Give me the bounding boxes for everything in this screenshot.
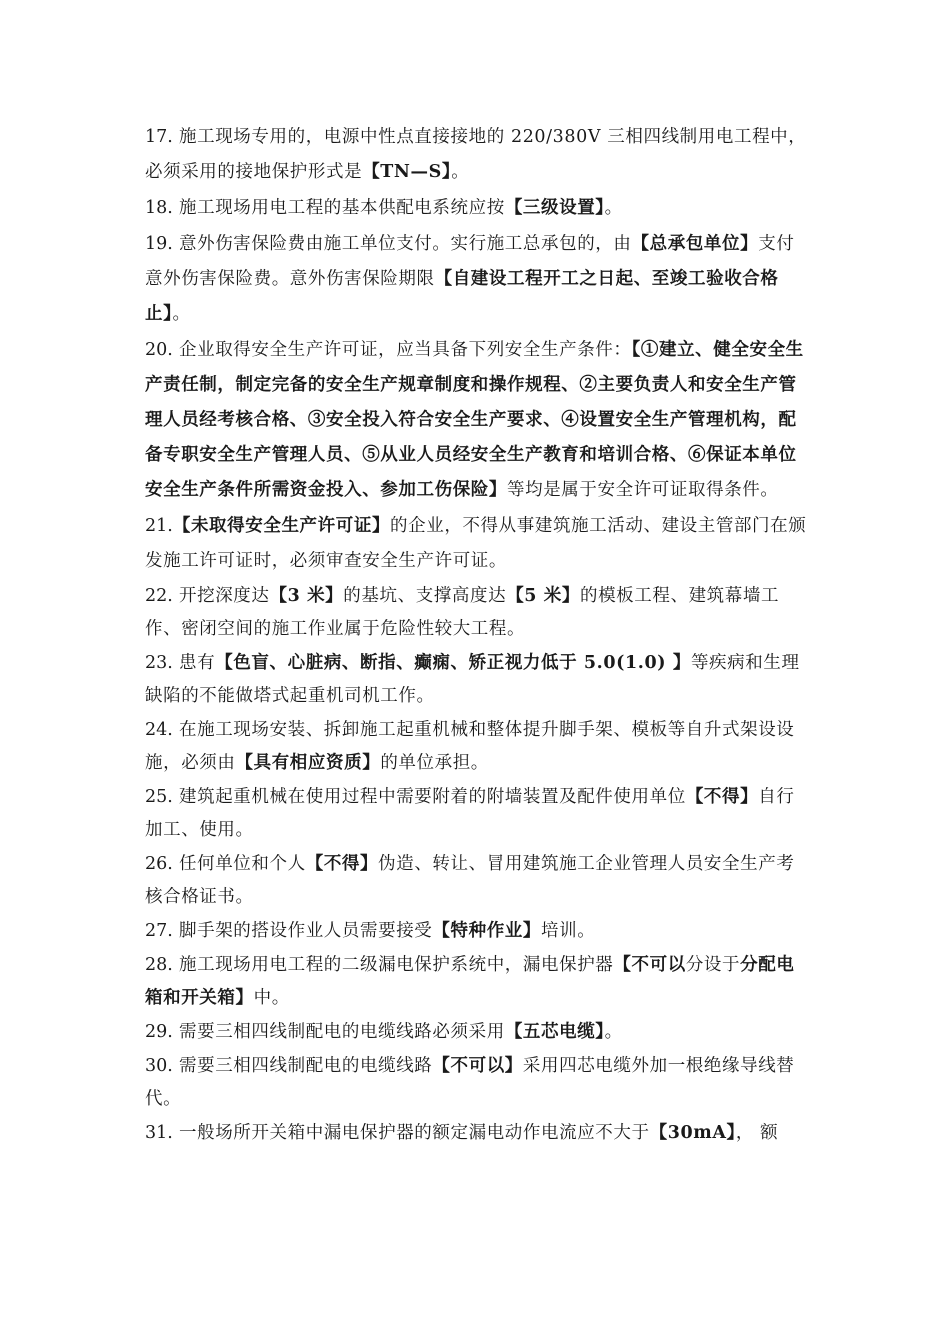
item-text: 建筑起重机械在使用过程中需要附着的附墙装置及配件使用单位 [172,787,686,807]
item-text: 企业取得安全生产许可证，应当具备下列安全生产条件： [172,340,632,360]
item-text: 脚手架的搭设作业人员需要接受 [172,921,433,941]
answer-highlight: 【不得】 [305,854,379,874]
list-item [145,1016,810,1049]
answer-highlight: 【五芯电缆】 [504,1022,605,1042]
item-text: 。 [172,304,191,324]
item-number: 24. [145,720,173,740]
list-item [145,647,810,713]
answer-highlight: 分配电箱和开关箱】 [145,955,795,1008]
list-item [145,227,810,332]
document-body [145,120,810,1151]
item-number: 31. [145,1123,173,1143]
item-number: 18. [145,198,173,218]
list-item [145,120,810,190]
item-text: 伪造、转让、冒用建筑施工企业管理人员安全生产考核合格证书。 [145,854,795,907]
item-text: 患有 [172,653,216,673]
list-item [145,1117,810,1150]
item-text: 等疾病和生理缺陷的不能做塔式起重机司机工作。 [145,653,800,706]
answer-highlight: 【特种作业】 [432,921,542,941]
answer-highlight: 【30mA】 [649,1123,736,1143]
item-text: 自行加工、使用。 [145,787,795,840]
item-text: 施工现场用电工程的二级漏电保护系统中，漏电保护器 [172,955,614,975]
list-item [145,781,810,847]
answer-highlight: 【不可以】 [432,1056,523,1076]
list-item [145,714,810,780]
answer-highlight: 【自建设工程开工之日起、至竣工验收合格止】 [145,269,779,324]
item-text: 的基坑、支撑高度达 [343,586,507,606]
item-number: 20. [145,340,173,360]
item-number: 19. [145,234,173,254]
item-text: 。 [604,198,623,218]
answer-highlight: 【三级设置】 [504,198,605,218]
item-number: 26. [145,854,173,874]
item-number: 30. [145,1056,173,1076]
item-text: 培训。 [541,921,596,941]
list-item [145,333,810,508]
list-item [145,949,810,1015]
item-text: 需要三相四线制配电的电缆线路必须采用 [172,1022,505,1042]
item-number: 29. [145,1022,173,1042]
item-number: 25. [145,787,173,807]
item-text: 施工现场用电工程的基本供配电系统应按 [172,198,505,218]
answer-highlight: 【总承包单位】 [631,234,759,254]
answer-highlight: 【未取得安全生产许可证】 [172,516,391,536]
item-number: 22. [145,586,173,606]
answer-highlight: 【3 米】 [269,586,344,606]
list-item [145,848,810,914]
answer-highlight: 【①建立、健全安全生产责任制，制定完备的安全生产规章制度和操作规程、②主要负责人和安全生产管理人员经考核合格、③安全投入符合安全生产要求、④设置安全生产管理机构，配备专职安全生产管理人员、⑤从业人员经安全生产教育和培训合格、⑥保证本单位安全生产条件所需资金投入、参加工伤保险】 [145,340,804,500]
answer-highlight: 【色盲、心脏病、断指、癫痫、矫正视力低于 5.0(1.0) 】 [215,653,691,673]
item-text: 任何单位和个人 [172,854,306,874]
item-number: 21. [145,516,173,536]
answer-highlight: 【5 米】 [506,586,580,606]
answer-highlight: 【TN—S】 [362,162,452,182]
item-text: 在施工现场安装、拆卸施工起重机械和整体提升脚手架、模板等自升式架设设施，必须由 [145,720,795,773]
item-number: 17. [145,127,173,147]
answer-highlight: 【不可以 [613,955,686,975]
item-text: 开挖深度达 [172,586,270,606]
item-text: 采用四芯电缆外加一根绝缘导线替代。 [145,1056,795,1109]
item-text: 一般场所开关箱中漏电保护器的额定漏电动作电流应不大于 [172,1123,650,1143]
item-text: ， 额 [735,1123,779,1143]
list-item [145,915,810,948]
item-text: 。 [451,162,470,182]
list-item [145,1050,810,1116]
list-item [145,191,810,226]
item-text: 中。 [253,988,290,1008]
item-text: 意外伤害保险费由施工单位支付。实行施工总承包的，由 [172,234,632,254]
item-text: 的模板工程、建筑幕墙工作、密闭空间的施工作业属于危险性较大工程。 [145,586,780,639]
item-text: 分设于 [685,955,741,975]
item-text: 的企业，不得从事建筑施工活动、建设主管部门在颁发施工许可证时，必须审查安全生产许可证。 [145,516,807,571]
item-text: 。 [604,1022,623,1042]
item-text: 需要三相四线制配电的电缆线路 [172,1056,433,1076]
item-number: 28. [145,955,173,975]
item-text: 施工现场专用的，电源中性点直接接地的 220/380V 三相四线制用电工程中，必须采用的接地保护形式是 [145,127,807,182]
answer-highlight: 【具有相应资质】 [235,753,381,773]
list-item [145,580,810,646]
item-text: 等均是属于安全许可证取得条件。 [507,480,779,500]
item-number: 27. [145,921,173,941]
answer-highlight: 【不得】 [685,787,759,807]
item-text: 的单位承担。 [380,753,489,773]
item-text: 支付意外伤害保险费。意外伤害保险期限 [145,234,795,289]
list-item [145,509,810,579]
item-number: 23. [145,653,173,673]
